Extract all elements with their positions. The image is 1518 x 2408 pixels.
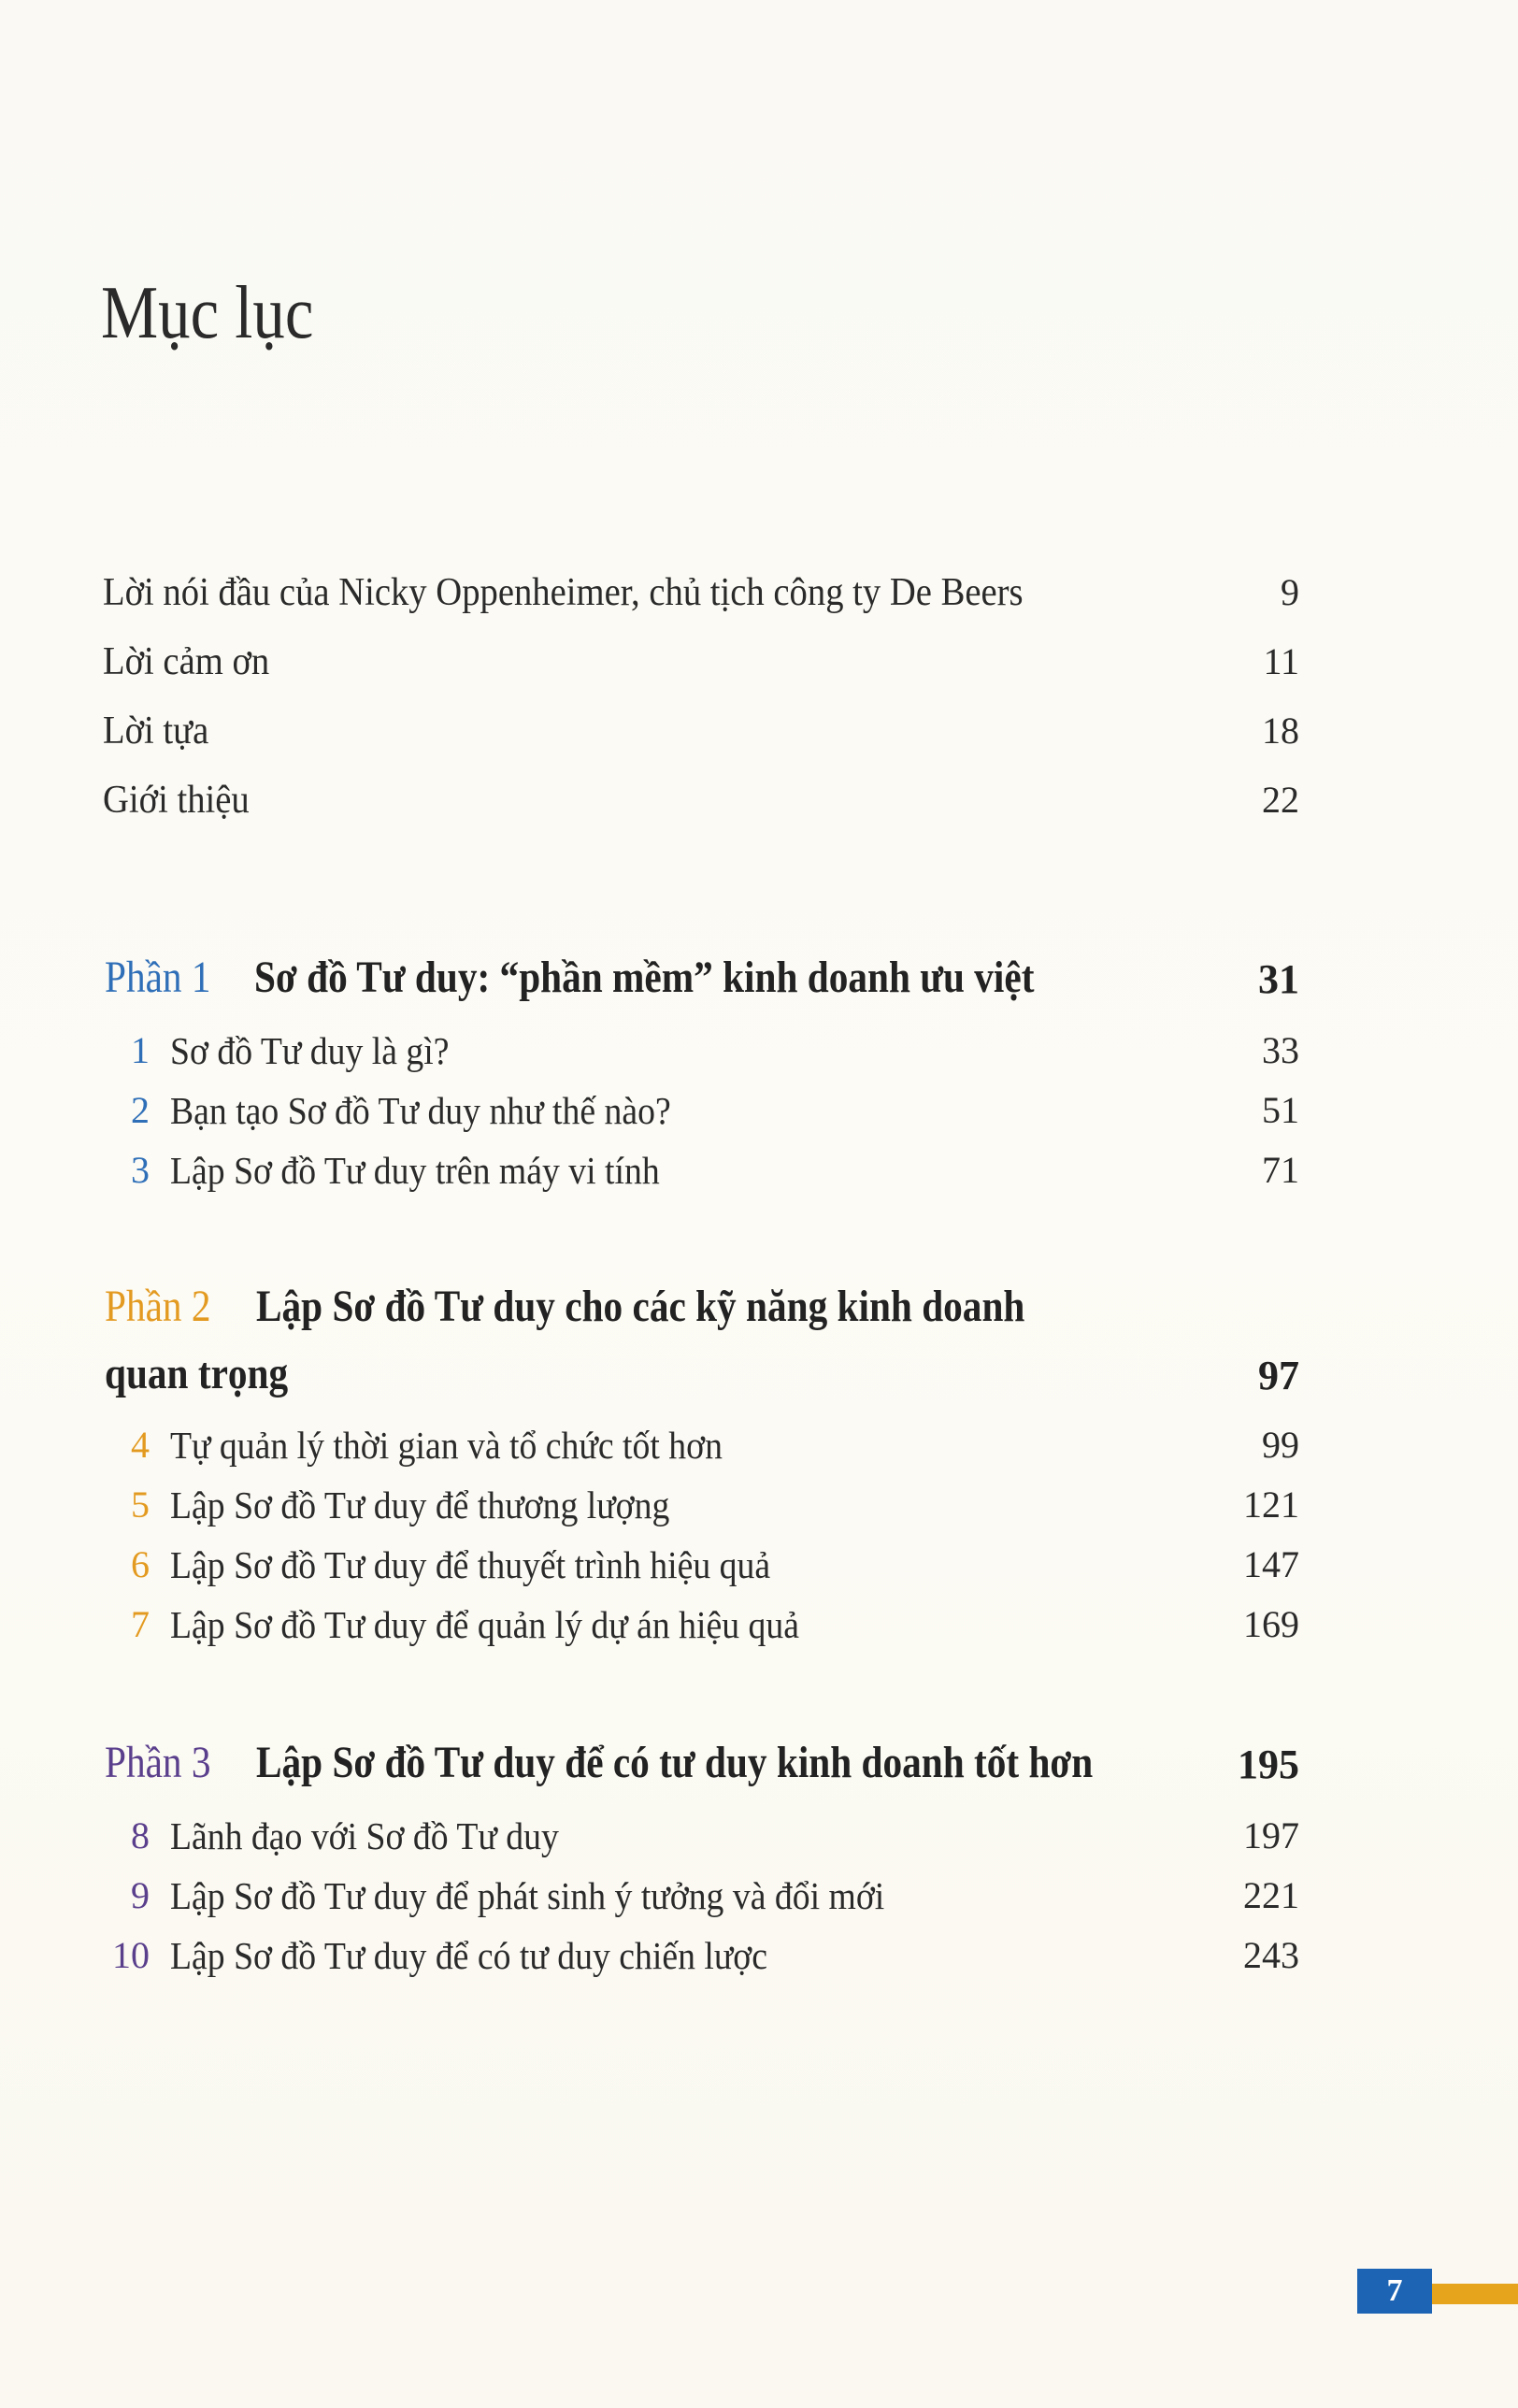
toc-entry[interactable]	[103, 709, 1299, 778]
part-heading[interactable]	[105, 1281, 1299, 1412]
chapter-title: Lập Sơ đồ Tư duy trên máy vi tính	[170, 1149, 660, 1192]
part-page: 31	[1258, 956, 1299, 1002]
part-1-section	[105, 952, 1299, 1192]
chapter-entry[interactable]	[105, 1602, 1299, 1662]
toc-entry-label: Lời nói đầu của Nicky Oppenheimer, chủ tịch công ty De Beers	[103, 571, 1024, 614]
chapter-title: Lập Sơ đồ Tư duy để phát sinh ý tưởng và đổi mới	[170, 1874, 885, 1917]
part-heading[interactable]	[105, 952, 1299, 1023]
chapter-number: 9	[131, 1874, 150, 1916]
chapter-title: Lập Sơ đồ Tư duy để thuyết trình hiệu quả	[170, 1543, 771, 1586]
chapter-entry[interactable]	[105, 1542, 1299, 1602]
part-title-continued: quan trọng	[105, 1349, 289, 1398]
chapter-number: 4	[131, 1424, 150, 1466]
part-number: Phần 1	[105, 953, 211, 1002]
toc-entry[interactable]	[103, 570, 1299, 639]
part-title: Lập Sơ đồ Tư duy để có tư duy kinh doanh tốt hơn	[256, 1738, 1094, 1787]
chapter-title: Lập Sơ đồ Tư duy để có tư duy chiến lược	[170, 1934, 767, 1977]
chapter-entry[interactable]	[105, 1088, 1299, 1148]
chapter-entry[interactable]	[105, 1813, 1299, 1873]
chapter-title: Lập Sơ đồ Tư duy để thương lượng	[170, 1484, 670, 1526]
part-title: Lập Sơ đồ Tư duy cho các kỹ năng kinh doanh	[256, 1282, 1025, 1331]
part-number: Phần 2	[105, 1282, 211, 1331]
chapter-page: 169	[1243, 1603, 1299, 1645]
chapter-number: 8	[131, 1814, 150, 1856]
chapter-entry[interactable]	[105, 1933, 1299, 1993]
chapter-title: Lập Sơ đồ Tư duy để quản lý dự án hiệu quả	[170, 1603, 799, 1646]
chapter-page: 197	[1243, 1814, 1299, 1856]
chapter-title: Bạn tạo Sơ đồ Tư duy như thế nào?	[170, 1089, 671, 1132]
toc-entry-label: Lời tựa	[103, 710, 209, 752]
chapter-page: 243	[1243, 1934, 1299, 1976]
toc-entry[interactable]	[103, 639, 1299, 709]
chapter-page: 221	[1243, 1874, 1299, 1916]
page-title: Mục lục	[101, 272, 314, 354]
toc-entry-label: Giới thiệu	[103, 779, 250, 822]
chapter-entry[interactable]	[105, 1148, 1299, 1208]
chapter-page: 51	[1262, 1089, 1299, 1131]
chapter-title: Sơ đồ Tư duy là gì?	[170, 1029, 450, 1072]
footer-accent-bar	[1428, 2284, 1518, 2304]
chapter-page: 71	[1262, 1149, 1299, 1191]
chapter-number: 10	[112, 1934, 150, 1976]
page-number-badge: 7	[1357, 2269, 1432, 2314]
part-title: Sơ đồ Tư duy: “phần mềm” kinh doanh ưu việt	[254, 953, 1035, 1002]
part-3-section	[105, 1737, 1299, 1977]
toc-entry[interactable]	[103, 778, 1299, 847]
chapter-number: 2	[131, 1089, 150, 1131]
chapter-number: 7	[131, 1603, 150, 1645]
chapter-page: 99	[1262, 1424, 1299, 1466]
toc-entry-page: 11	[1263, 640, 1299, 682]
chapter-entry[interactable]	[105, 1873, 1299, 1933]
chapter-number: 6	[131, 1543, 150, 1585]
chapter-entry[interactable]	[105, 1483, 1299, 1542]
chapter-title: Tự quản lý thời gian và tổ chức tốt hơn	[170, 1424, 723, 1467]
chapter-title: Lãnh đạo với Sơ đồ Tư duy	[170, 1814, 559, 1857]
part-page: 195	[1238, 1742, 1299, 1787]
toc-entry-page: 18	[1262, 710, 1299, 752]
part-page: 97	[1258, 1353, 1299, 1398]
toc-entry-label: Lời cảm ơn	[103, 640, 270, 683]
chapter-entry[interactable]	[105, 1423, 1299, 1483]
chapter-page: 33	[1262, 1029, 1299, 1071]
part-number: Phần 3	[105, 1738, 211, 1787]
chapter-entry[interactable]	[105, 1028, 1299, 1088]
toc-entry-page: 22	[1262, 779, 1299, 821]
chapter-number: 1	[131, 1029, 150, 1071]
chapter-number: 3	[131, 1149, 150, 1191]
toc-entry-page: 9	[1281, 571, 1299, 613]
part-heading[interactable]	[105, 1737, 1299, 1808]
part-2-section	[105, 1281, 1299, 1646]
chapter-number: 5	[131, 1484, 150, 1526]
chapter-page: 147	[1243, 1543, 1299, 1585]
chapter-page: 121	[1243, 1484, 1299, 1526]
front-matter-list	[103, 570, 1299, 847]
